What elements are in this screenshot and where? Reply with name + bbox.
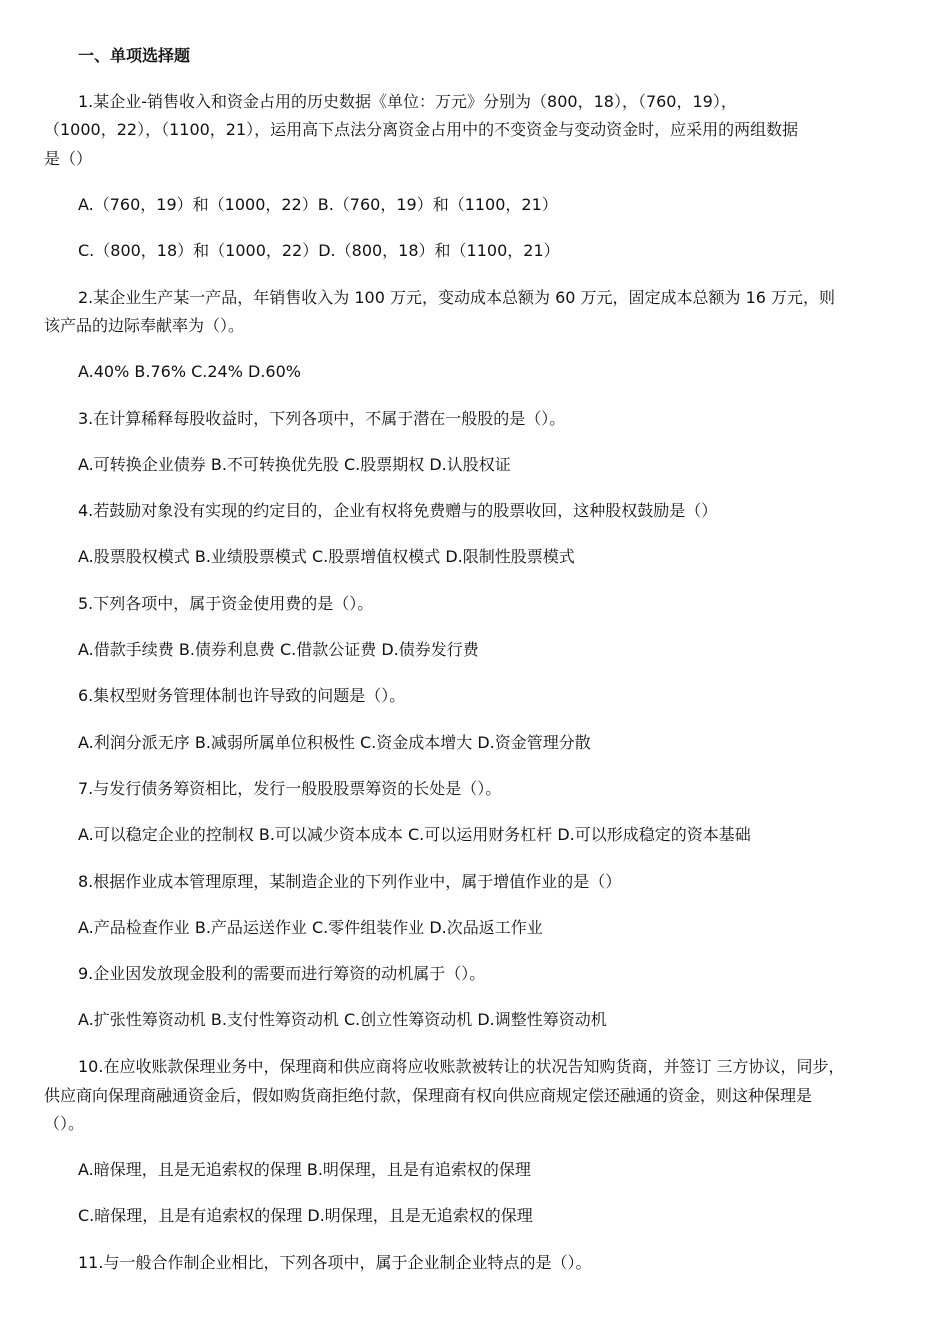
question-4-options: A.股票股权模式 B.业绩股票模式 C.股票增值权模式 D.限制性股票模式: [78, 547, 575, 566]
question-9-text: 9.企业因发放现金股利的需要而进行筹资的动机属于（）。: [78, 964, 486, 983]
question-11-text: 11.与一般合作制企业相比，下列各项中，属于企业制企业特点的是（）。: [78, 1253, 592, 1272]
question-6-text: 6.集权型财务管理体制也许导致的问题是（）。: [78, 686, 406, 705]
question-3-options: A.可转换企业债券 B.不可转换优先股 C.股票期权 D.认股权证: [78, 455, 511, 474]
question-6-options: A.利润分派无序 B.减弱所属单位积极性 C.资金成本增大 D.资金管理分散: [78, 733, 591, 752]
question-2-text: 该产品的边际奉献率为（）。: [44, 316, 245, 335]
question-3-text: 3.在计算稀释每股收益时，下列各项中，不属于潜在一般股的是（）。: [78, 409, 566, 428]
question-2-text: 2.某企业生产某一产品，年销售收入为 100 万元，变动成本总额为 60 万元，固定成本总额为 16 万元，则: [78, 288, 836, 307]
question-10-options: C.暗保理，且是有追索权的保理 D.明保理，且是无追索权的保理: [78, 1206, 533, 1225]
question-1-text: 是（）: [44, 149, 93, 168]
question-1-options: A.（760，19）和（1000，22）B.（760，19）和（1100，21）: [78, 195, 558, 214]
question-10-options: A.暗保理，且是无追索权的保理 B.明保理，且是有追索权的保理: [78, 1160, 531, 1179]
question-10-text: 10.在应收账款保理业务中，保理商和供应商将应收账款被转让的状况告知购货商，并签订 三方协议，同步，: [78, 1057, 845, 1076]
question-8-text: 8.根据作业成本管理原理，某制造企业的下列作业中，属于增值作业的是（）: [78, 872, 622, 891]
question-7-options: A.可以稳定企业的控制权 B.可以减少资本成本 C.可以运用财务杠杆 D.可以形成稳定的资本基础: [78, 825, 751, 844]
question-9-options: A.扩张性筹资动机 B.支付性筹资动机 C.创立性筹资动机 D.调整性筹资动机: [78, 1010, 607, 1029]
question-8-options: A.产品检查作业 B.产品运送作业 C.零件组装作业 D.次品返工作业: [78, 918, 543, 937]
question-7-text: 7.与发行债务筹资相比，发行一般股股票筹资的长处是（）。: [78, 779, 502, 798]
question-5-text: 5.下列各项中，属于资金使用费的是（）。: [78, 594, 374, 613]
question-5-options: A.借款手续费 B.债券利息费 C.借款公证费 D.债券发行费: [78, 640, 479, 659]
section-title: 一、单项选择题: [78, 46, 191, 65]
question-2-options: A.40% B.76% C.24% D.60%: [78, 362, 301, 381]
question-10-text: （）。: [44, 1114, 85, 1133]
question-10-text: 供应商向保理商融通资金后，假如购货商拒绝付款，保理商有权向供应商规定偿还融通的资金，则这种保理是: [44, 1086, 813, 1105]
question-1-text: 1.某企业-销售收入和资金占用的历史数据《单位：万元》分别为（800，18），（760，19），: [78, 92, 737, 111]
question-4-text: 4.若鼓励对象没有实现的约定目的，企业有权将免费赠与的股票收回，这种股权鼓励是（）: [78, 501, 718, 520]
question-1-text: （1000，22），（1100，21），运用高下点法分离资金占用中的不变资金与变动资金时，应采用的两组数据: [44, 120, 799, 139]
question-1-options: C.（800，18）和（1000，22）D.（800，18）和（1100，21）: [78, 241, 560, 260]
